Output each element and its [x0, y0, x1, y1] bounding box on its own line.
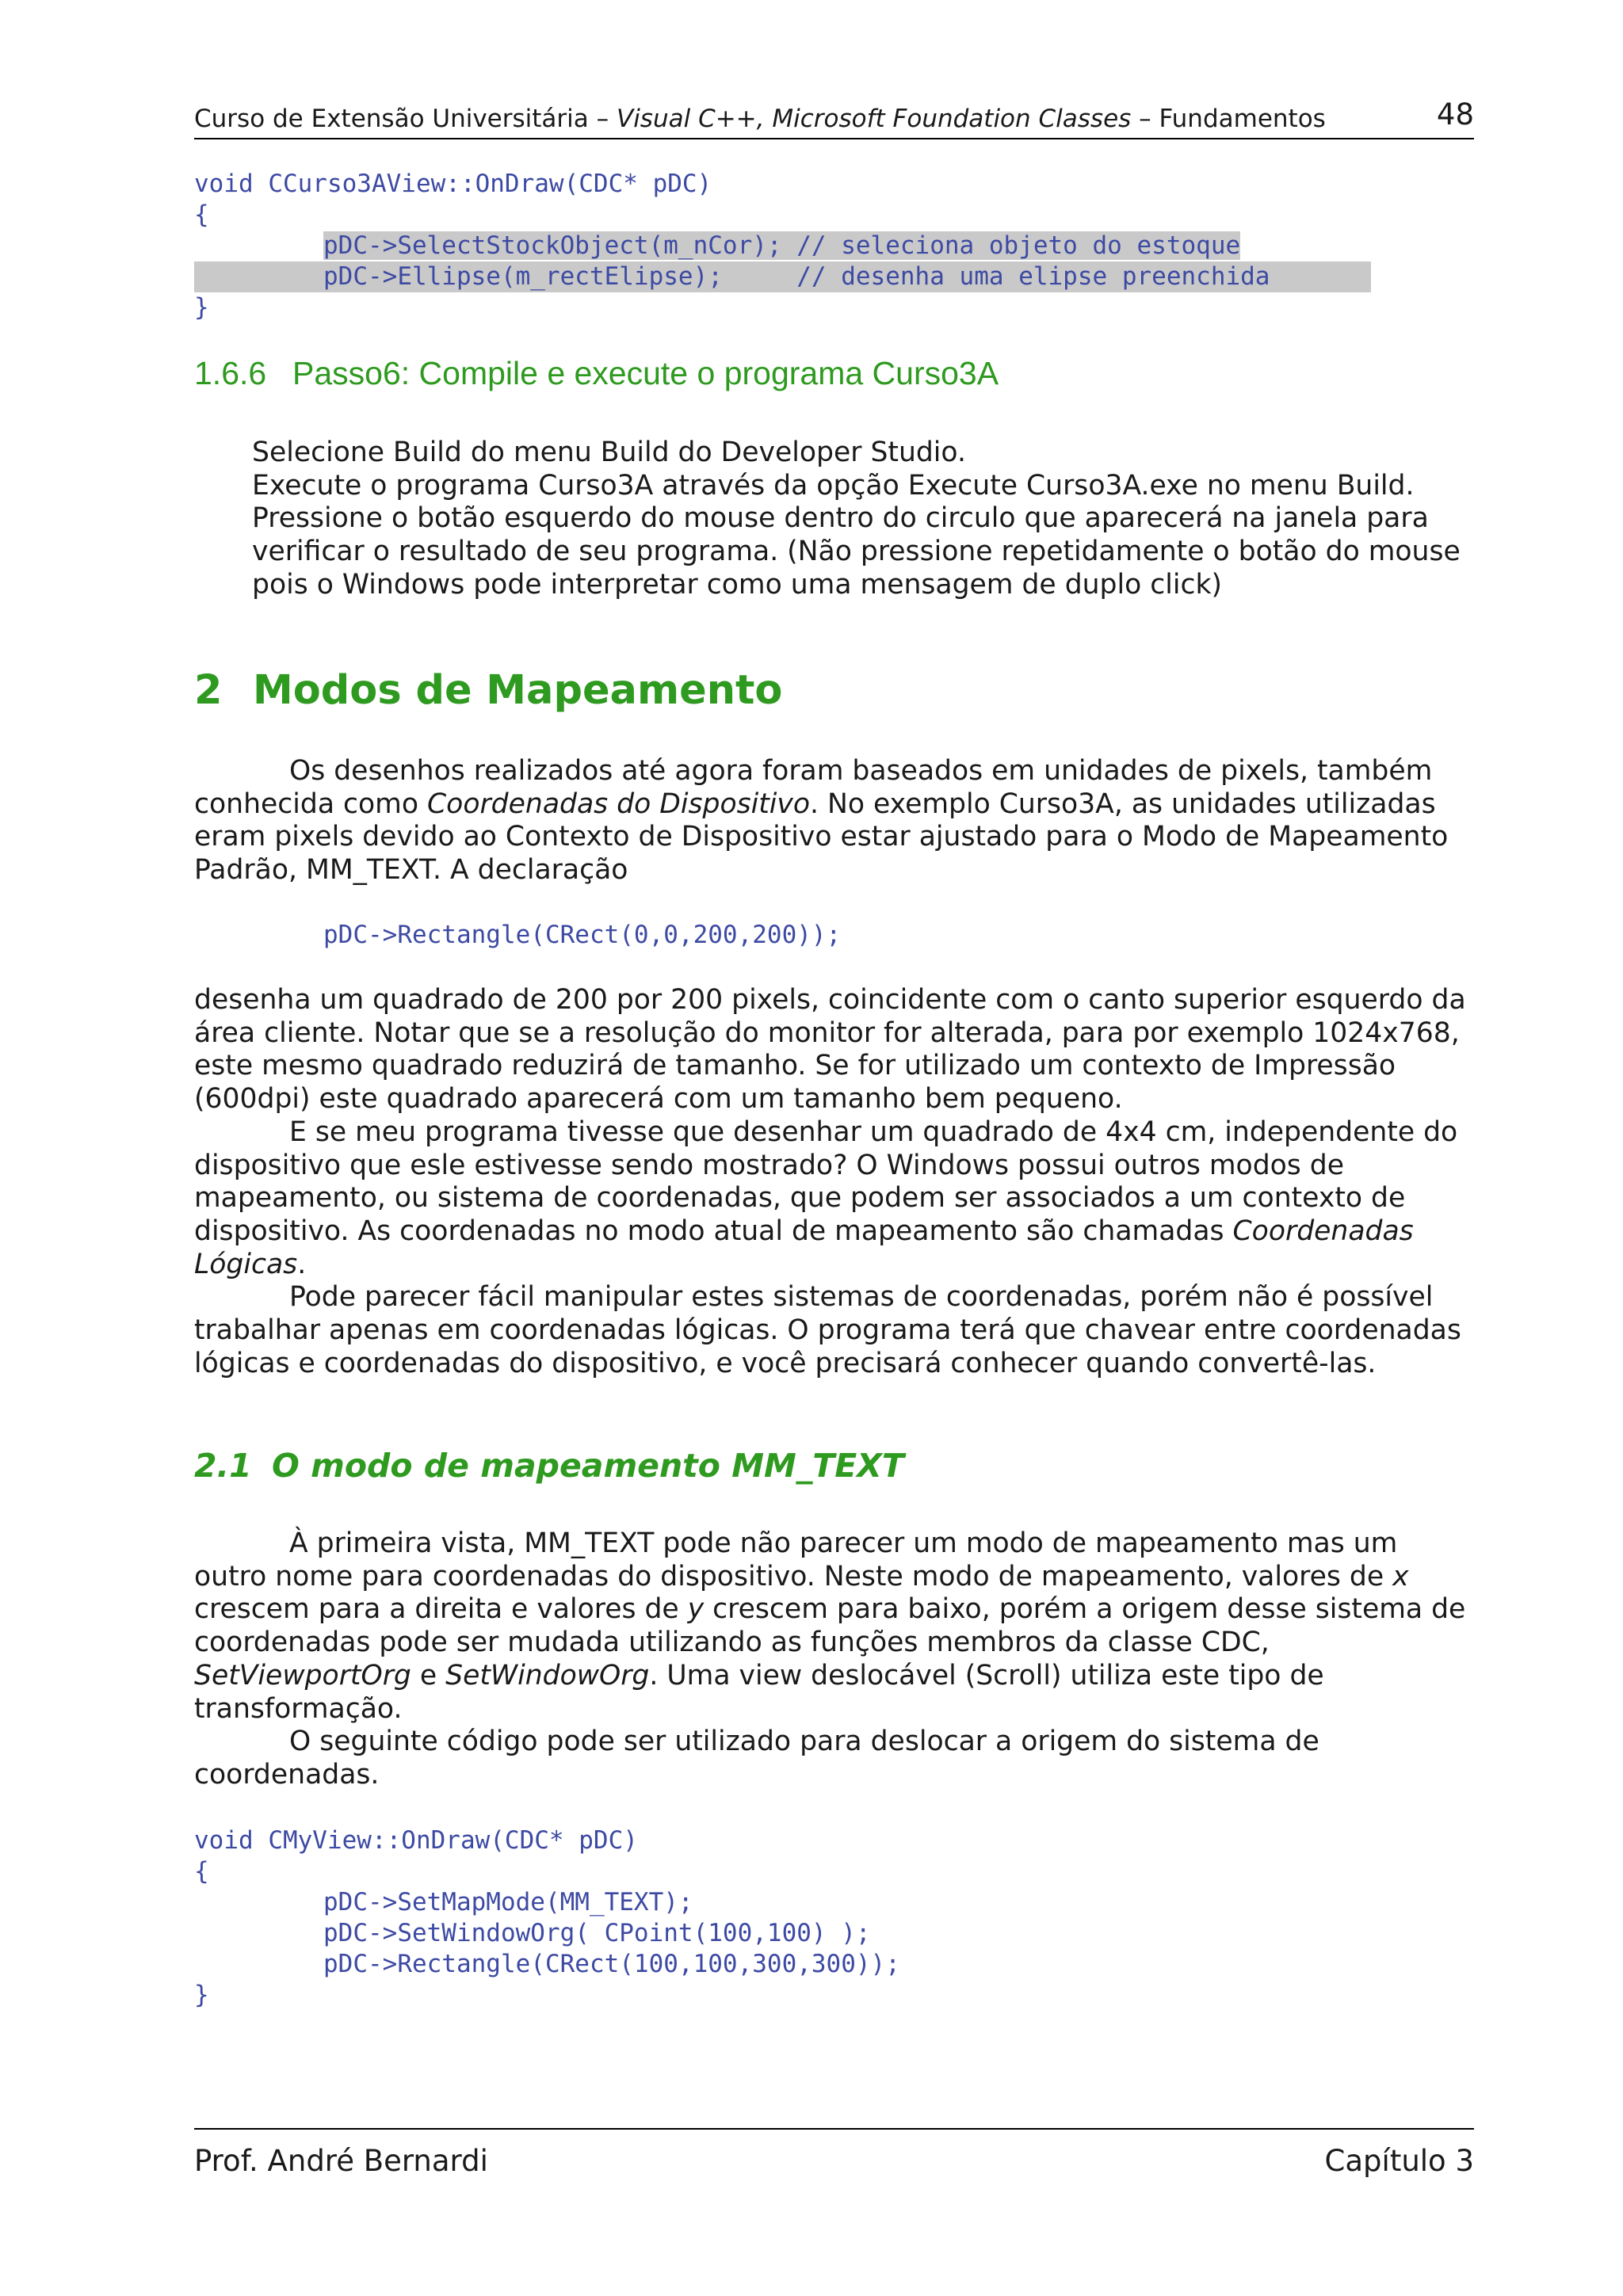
text-line: este mesmo quadrado reduzirá de tamanho. Se for utilizado um contexto de Impressão — [194, 1050, 1396, 1082]
text-line: Padrão, MM_TEXT. A declaração — [194, 854, 628, 887]
section-heading-1-6-6: 1.6.6 Passo6: Compile e execute o programa Curso3A — [194, 355, 999, 391]
code-block-setwindoworg — [194, 1825, 900, 2011]
code-block-rectangle — [194, 920, 841, 951]
text-line: Pode parecer fácil manipular estes sistemas de coordenadas, porém não é possível — [289, 1281, 1434, 1314]
code-line: pDC->Rectangle(CRect(100,100,300,300)); — [323, 1950, 900, 1978]
section-heading-2-1: 2.1 O modo de mapeamento MM_TEXT — [194, 1447, 904, 1485]
text-line: verificar o resultado de seu programa. (Não pressione repetidamente o botão do mouse — [252, 536, 1461, 568]
page-header — [194, 93, 1474, 139]
paragraph-mm-text — [194, 1527, 1471, 1792]
header-title: Curso de Extensão Universitária – Visual C++, Microsoft Foundation Classes – Fundamentos — [194, 105, 1326, 133]
text-line: SetViewportOrg e SetWindowOrg. Uma view deslocável (Scroll) utiliza este tipo de — [194, 1659, 1324, 1691]
code-line-selected: pDC->SelectStockObject(m_nCor); // seleciona objeto do estoque — [323, 231, 1241, 260]
text-line: Os desenhos realizados até agora foram baseados em unidades de pixels, também — [289, 755, 1433, 787]
text-line: Lógicas. — [194, 1248, 307, 1280]
chapter-heading: 2 Modos de Mapeamento — [194, 667, 783, 714]
page-footer — [194, 2128, 1474, 2178]
code-line: pDC->Rectangle(CRect(0,0,200,200)); — [323, 921, 842, 949]
code-line-selected: pDC->Ellipse(m_rectElipse); // desenha uma elipse preenchida — [194, 261, 1371, 292]
text-line: lógicas e coordenadas do dispositivo, e você precisará conhecer quando convertê-las. — [194, 1347, 1377, 1379]
text-line: Execute o programa Curso3A através da opção Execute Curso3A.exe no menu Build. — [252, 469, 1415, 502]
text-line: coordenadas. — [194, 1758, 380, 1791]
text-line: conhecida como Coordenadas do Dispositivo. No exemplo Curso3A, as unidades utilizadas — [194, 788, 1436, 820]
page-number: 48 — [1436, 97, 1474, 132]
text-line: (600dpi) este quadrado aparecerá com um tamanho bem pequeno. — [194, 1083, 1123, 1116]
text-line: dispositivo que esle estivesse sendo mostrado? O Windows possui outros modos de — [194, 1149, 1345, 1181]
text-line: pois o Windows pode interpretar como uma mensagem de duplo click) — [252, 568, 1223, 601]
text-line: dispositivo. As coordenadas no modo atual de mapeamento são chamadas Coordenadas — [194, 1215, 1414, 1247]
text-line: mapeamento, ou sistema de coordenadas, que podem ser associados a um contexto de — [194, 1182, 1406, 1215]
text-line: área cliente. Notar que se a resolução do monitor for alterada, para por exemplo 1024x768, — [194, 1016, 1460, 1049]
footer-author: Prof. André Bernardi — [194, 2144, 488, 2178]
code-block-ondraw-ellipse — [194, 169, 1371, 323]
code-line: { — [194, 1857, 209, 1886]
text-line: O seguinte código pode ser utilizado para deslocar a origem do sistema de — [289, 1726, 1319, 1758]
text-line: outro nome para coordenadas do dispositivo. Neste modo de mapeamento, valores de x — [194, 1560, 1409, 1592]
text-line: trabalhar apenas em coordenadas lógicas. O programa terá que chavear entre coordenadas — [194, 1314, 1461, 1347]
text-line: desenha um quadrado de 200 por 200 pixels, coincidente com o canto superior esquerdo da — [194, 984, 1466, 1016]
text-line: Pressione o botão esquerdo do mouse dentro do circulo que aparecerá na janela para — [252, 502, 1429, 535]
text-line: transformação. — [194, 1692, 403, 1725]
paragraph-body — [194, 984, 1471, 1380]
code-line: pDC->SetWindowOrg( CPoint(100,100) ); — [323, 1919, 871, 1947]
code-line: } — [194, 1981, 209, 2009]
text-line: eram pixels devido ao Contexto de Dispositivo estar ajustado para o Modo de Mapeamento — [194, 821, 1449, 853]
code-line: { — [194, 200, 209, 229]
footer-chapter: Capítulo 3 — [1324, 2144, 1474, 2178]
steps-paragraph — [252, 437, 1471, 602]
code-line: void CMyView::OnDraw(CDC* pDC) — [194, 1826, 638, 1855]
code-line: void CCurso3AView::OnDraw(CDC* pDC) — [194, 170, 712, 198]
text-line: À primeira vista, MM_TEXT pode não parecer um modo de mapeamento mas um — [289, 1527, 1398, 1559]
text-line: Selecione Build do menu Build do Developer Studio. — [252, 437, 966, 468]
code-line: } — [194, 293, 209, 322]
code-line: pDC->SetMapMode(MM_TEXT); — [323, 1888, 693, 1917]
text-line: crescem para a direita e valores de y crescem para baixo, porém a origem desse sistema de — [194, 1593, 1466, 1626]
text-line: coordenadas pode ser mudada utilizando as funções membros da classe CDC, — [194, 1627, 1270, 1659]
paragraph-intro — [194, 755, 1471, 887]
text-line: E se meu programa tivesse que desenhar um quadrado de 4x4 cm, independente do — [289, 1116, 1458, 1148]
